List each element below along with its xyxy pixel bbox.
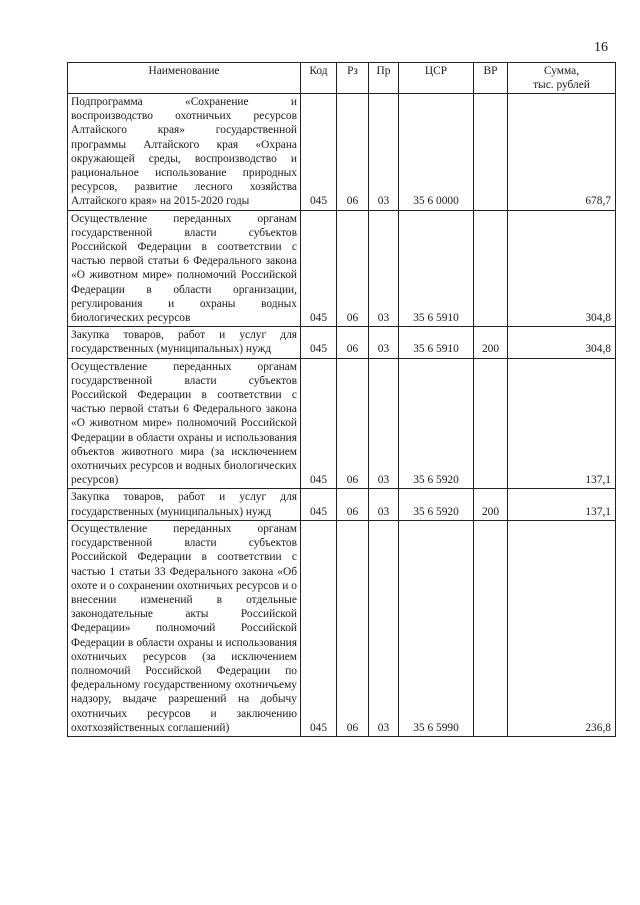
row-sum: 304,8 (508, 210, 616, 327)
table-row (68, 327, 616, 358)
row-name: Подпрограмма «Сохранение и воспроизводство охотничьих ресурсов Алтайского края» государственной программы Алтайского края «Охрана окружающей среды, воспроизводство и рациональное использование природных ресурсов, развитие лесного хозяйства Алтайского края» на 2015-2020 годы (68, 94, 301, 211)
page-number: 16 (594, 40, 608, 55)
row-vr (474, 520, 508, 736)
table-row (68, 489, 616, 520)
row-sum: 137,1 (508, 358, 616, 489)
row-pr: 03 (369, 358, 399, 489)
row-sum: 236,8 (508, 520, 616, 736)
row-code: 045 (301, 94, 337, 211)
row-rz: 06 (337, 489, 369, 520)
row-code: 045 (301, 358, 337, 489)
row-rz: 06 (337, 520, 369, 736)
row-vr: 200 (474, 489, 508, 520)
row-code: 045 (301, 210, 337, 327)
row-sum: 304,8 (508, 327, 616, 358)
row-code: 045 (301, 489, 337, 520)
row-name: Закупка товаров, работ и услуг для государственных (муниципальных) нужд (68, 327, 301, 358)
row-csr: 35 6 5910 (399, 210, 474, 327)
row-rz: 06 (337, 94, 369, 211)
table-row (68, 94, 616, 211)
header-vr: ВР (474, 63, 508, 94)
header-pr: Пр (369, 63, 399, 94)
row-name: Осуществление переданных органам государственной власти субъектов Российской Федерации в соответствии с частью 1 статьи 33 Федерального закона «Об охоте и о сохранении охотничьих ресурсов и о внесении изменений в отдельные законодательные акты Российской Федерации» полномочий Российской Федерации в области охраны и использования охотничьих ресурсов (за исключением полномочий Российской Федерации по федеральному государственному охотничьему надзору, выдаче разрешений на добычу охотничьих ресурсов и заключению охотхозяйственных соглашений) (68, 520, 301, 736)
row-csr: 35 6 5910 (399, 327, 474, 358)
row-vr (474, 94, 508, 211)
table-row (68, 520, 616, 736)
row-pr: 03 (369, 210, 399, 327)
row-pr: 03 (369, 94, 399, 211)
row-pr: 03 (369, 489, 399, 520)
header-code: Код (301, 63, 337, 94)
header-name: Наименование (68, 63, 301, 94)
header-rz: Рз (337, 63, 369, 94)
row-rz: 06 (337, 210, 369, 327)
row-sum: 678,7 (508, 94, 616, 211)
row-csr: 35 6 5990 (399, 520, 474, 736)
header-csr: ЦСР (399, 63, 474, 94)
row-csr: 35 6 0000 (399, 94, 474, 211)
row-rz: 06 (337, 358, 369, 489)
row-code: 045 (301, 520, 337, 736)
row-sum: 137,1 (508, 489, 616, 520)
row-code: 045 (301, 327, 337, 358)
row-csr: 35 6 5920 (399, 358, 474, 489)
row-pr: 03 (369, 327, 399, 358)
row-name: Осуществление переданных органам государственной власти субъектов Российской Федерации в соответствии с частью первой статьи 6 Федерального закона «О животном мире» полномочий Российской Федерации в области охраны и использования объектов животного мира (за исключением охотничьих ресурсов и водных биологических ресурсов) (68, 358, 301, 489)
row-name: Осуществление переданных органам государственной власти субъектов Российской Федерации в соответствии с частью первой статьи 6 Федерального закона «О животном мире» полномочий Российской Федерации в области организации, регулирования и охраны водных биологических ресурсов (68, 210, 301, 327)
header-row (68, 63, 616, 94)
row-csr: 35 6 5920 (399, 489, 474, 520)
row-vr: 200 (474, 327, 508, 358)
header-sum: Сумма, тыс. рублей (508, 63, 616, 94)
row-rz: 06 (337, 327, 369, 358)
row-name: Закупка товаров, работ и услуг для государственных (муниципальных) нужд (68, 489, 301, 520)
table-row (68, 358, 616, 489)
budget-table (67, 62, 616, 737)
table-row (68, 210, 616, 327)
row-pr: 03 (369, 520, 399, 736)
row-vr (474, 210, 508, 327)
row-vr (474, 358, 508, 489)
